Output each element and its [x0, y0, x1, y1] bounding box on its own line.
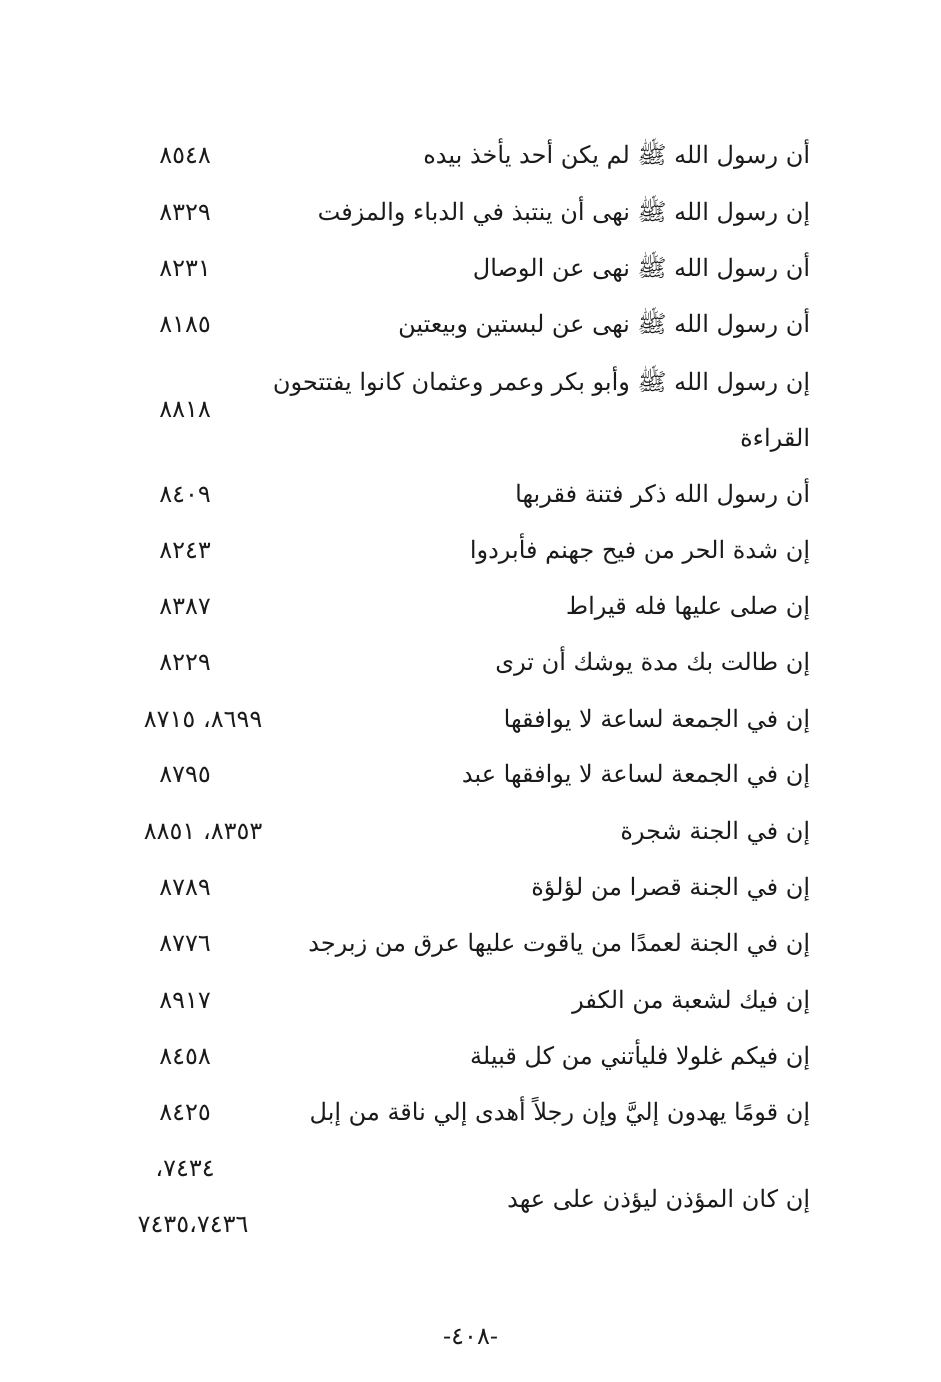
hadith-text: إن شدة الحر من فيح جهنم فأبردوا	[469, 536, 810, 564]
hadith-text: إن فيكم غلولا فليأتني من كل قبيلة	[470, 1042, 810, 1070]
hadith-text: إن رسول الله ﷺ نهى أن ينتبذ في الدباء والمزفت	[317, 198, 810, 226]
reference-number: ٨٩١٧	[159, 986, 211, 1014]
hadith-text: إن في الجنة قصرا من لؤلؤة	[531, 873, 810, 901]
hadith-text: إن صلى عليها فله قيراط	[565, 592, 810, 620]
hadith-text: إن كان المؤذن ليؤذن على عهد	[507, 1185, 810, 1213]
reference-number-line-1: ٧٤٣٤،	[155, 1154, 215, 1182]
reference-number: ٨٢٣١	[159, 254, 211, 282]
hadith-text: إن طالت بك مدة يوشك أن ترى	[495, 648, 810, 676]
hadith-text: إن في الجمعة لساعة لا يوافقها	[503, 705, 810, 733]
reference-number: ٨٣٨٧	[159, 592, 211, 620]
reference-number: ٨٤٠٩	[159, 480, 211, 508]
reference-number: ٨١٨٥	[159, 310, 211, 338]
reference-number: ٨٥٤٨	[159, 141, 211, 169]
hadith-text: إن فيك لشعبة من الكفر	[572, 986, 810, 1014]
hadith-text: إن في الجنة لعمدًا من ياقوت عليها عرق من زبرجد	[308, 929, 810, 957]
reference-number: ٨٣٢٩	[159, 198, 211, 226]
hadith-text: أن رسول الله ﷺ نهى عن لبستين وبيعتين	[398, 310, 810, 338]
reference-number: ٨٤٢٥	[159, 1098, 211, 1126]
hadith-text: إن قومًا يهدون إليَّ وإن رجلاً أهدى إلي ناقة من إبل	[309, 1098, 810, 1126]
reference-number: ٨٧٩٥	[159, 760, 211, 788]
reference-number-line-2: ٧٤٣٥،٧٤٣٦	[137, 1210, 249, 1238]
reference-number: ٨٨١٨	[159, 395, 211, 423]
reference-number: ٨٤٥٨	[159, 1042, 211, 1070]
hadith-text: إن في الجنة شجرة	[620, 817, 810, 845]
page-number: -٤٠٨-	[443, 1322, 498, 1350]
hadith-text: إن في الجمعة لساعة لا يوافقها عبد	[461, 760, 810, 788]
hadith-text: أن رسول الله ﷺ لم يكن أحد يأخذ بيده	[423, 141, 810, 169]
hadith-text: أن رسول الله ﷺ نهى عن الوصال	[472, 254, 810, 282]
reference-number: ٨٣٥٣، ٨٨٥١	[143, 817, 263, 845]
reference-number: ٨٧٧٦	[159, 929, 211, 957]
reference-number: ٨٢٢٩	[159, 648, 211, 676]
reference-number: ٨٦٩٩، ٨٧١٥	[143, 705, 263, 733]
hadith-text: إن رسول الله ﷺ وأبو بكر وعمر وعثمان كانوا يفتتحون القراءة	[272, 368, 810, 452]
hadith-text: أن رسول الله ذكر فتنة فقربها	[515, 480, 810, 508]
reference-number: ٨٢٤٣	[159, 536, 211, 564]
reference-number: ٨٧٨٩	[159, 873, 211, 901]
